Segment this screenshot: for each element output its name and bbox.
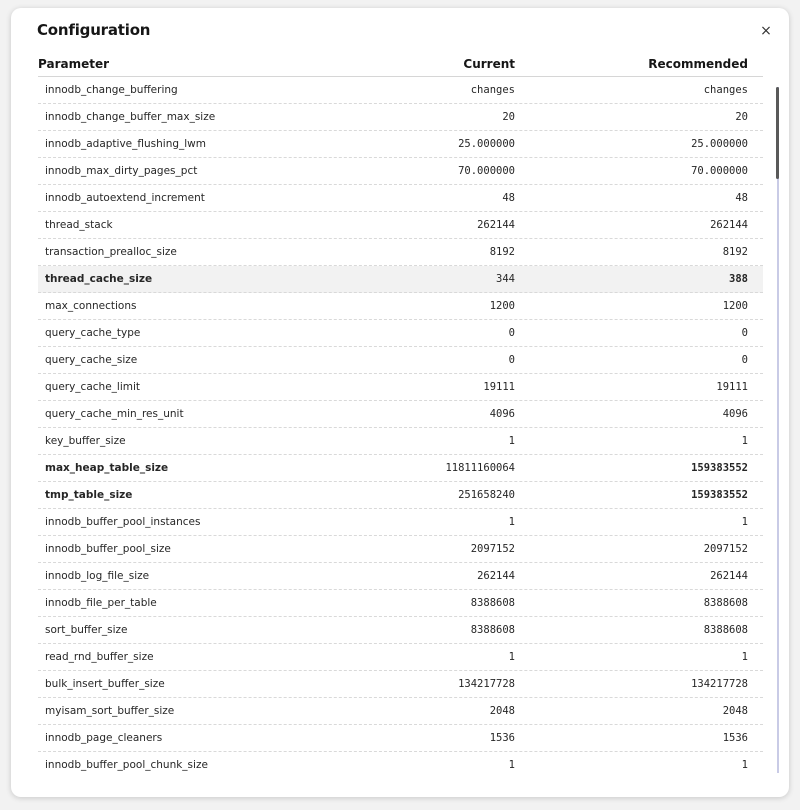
recommended-value: 1200	[722, 300, 748, 312]
table-row[interactable]	[38, 509, 763, 536]
parameter-name: tmp_table_size	[45, 489, 133, 501]
table-row[interactable]	[38, 644, 763, 671]
parameter-name: innodb_change_buffer_max_size	[45, 111, 216, 123]
parameter-name: innodb_page_cleaners	[45, 732, 163, 744]
current-value: 262144	[477, 570, 515, 582]
parameter-name: thread_cache_size	[45, 273, 153, 285]
recommended-value: 1536	[722, 732, 748, 744]
table-row[interactable]	[38, 185, 763, 212]
current-value: 8388608	[470, 624, 515, 636]
current-value: 48	[502, 192, 515, 204]
parameter-name: innodb_log_file_size	[45, 570, 150, 582]
parameter-name: innodb_buffer_pool_size	[45, 543, 171, 555]
parameter-name: query_cache_type	[45, 327, 141, 339]
recommended-value: 2048	[722, 705, 748, 717]
parameter-name: thread_stack	[45, 219, 113, 231]
parameter-name: innodb_buffer_pool_chunk_size	[45, 759, 208, 771]
current-value: 262144	[477, 219, 515, 231]
parameter-name: myisam_sort_buffer_size	[45, 705, 175, 717]
table-body	[38, 77, 763, 775]
table-row[interactable]	[38, 374, 763, 401]
table-row[interactable]	[38, 563, 763, 590]
parameter-name: query_cache_size	[45, 354, 138, 366]
parameter-name: innodb_max_dirty_pages_pct	[45, 165, 198, 177]
recommended-value: 262144	[710, 219, 748, 231]
current-value: 1536	[489, 732, 515, 744]
current-value: 1	[508, 651, 515, 663]
table-row[interactable]	[38, 725, 763, 752]
column-header-current[interactable]: Current	[463, 57, 515, 71]
recommended-value: 25.000000	[691, 138, 748, 150]
table-row[interactable]	[38, 752, 763, 775]
recommended-value: 20	[735, 111, 748, 123]
parameter-name: sort_buffer_size	[45, 624, 128, 636]
recommended-value: 4096	[722, 408, 748, 420]
table-row[interactable]	[38, 266, 763, 293]
table-row[interactable]	[38, 536, 763, 563]
current-value: 1200	[489, 300, 515, 312]
current-value: 0	[508, 327, 515, 339]
parameter-name: query_cache_limit	[45, 381, 141, 393]
current-value: 4096	[489, 408, 515, 420]
table-row[interactable]	[38, 428, 763, 455]
current-value: changes	[470, 84, 515, 96]
recommended-value: 159383552	[691, 462, 748, 474]
scrollbar-thumb[interactable]	[776, 87, 779, 179]
table-row[interactable]	[38, 590, 763, 617]
parameter-name: innodb_adaptive_flushing_lwm	[45, 138, 207, 150]
current-value: 20	[502, 111, 515, 123]
recommended-value: 159383552	[691, 489, 748, 501]
recommended-value: 1	[741, 759, 748, 771]
table-row[interactable]	[38, 293, 763, 320]
current-value: 8388608	[470, 597, 515, 609]
table-row[interactable]	[38, 482, 763, 509]
table-row[interactable]	[38, 455, 763, 482]
current-value: 1	[508, 759, 515, 771]
current-value: 134217728	[458, 678, 515, 690]
parameter-name: bulk_insert_buffer_size	[45, 678, 165, 690]
recommended-value: 1	[741, 435, 748, 447]
scrollbar-track[interactable]	[777, 87, 779, 773]
parameter-name: key_buffer_size	[45, 435, 126, 447]
parameter-name: transaction_prealloc_size	[45, 246, 177, 258]
current-value: 70.000000	[458, 165, 515, 177]
table-row[interactable]	[38, 158, 763, 185]
table-row[interactable]	[38, 212, 763, 239]
current-value: 251658240	[458, 489, 515, 501]
recommended-value: 2097152	[703, 543, 748, 555]
recommended-value: 8388608	[703, 597, 748, 609]
current-value: 11811160064	[445, 462, 515, 474]
recommended-value: 388	[729, 273, 748, 285]
current-value: 8192	[489, 246, 515, 258]
recommended-value: 8388608	[703, 624, 748, 636]
table-row[interactable]	[38, 104, 763, 131]
table-row[interactable]	[38, 671, 763, 698]
current-value: 2097152	[470, 543, 515, 555]
recommended-value: 0	[741, 327, 748, 339]
table-row[interactable]	[38, 77, 763, 104]
recommended-value: 1	[741, 651, 748, 663]
table-row[interactable]	[38, 698, 763, 725]
parameter-name: max_connections	[45, 300, 137, 312]
column-header-recommended[interactable]: Recommended	[648, 57, 748, 71]
table-row[interactable]	[38, 131, 763, 158]
close-icon[interactable]: ×	[760, 23, 772, 39]
table-row[interactable]	[38, 239, 763, 266]
table-header	[38, 51, 763, 77]
current-value: 1	[508, 516, 515, 528]
parameter-name: innodb_buffer_pool_instances	[45, 516, 201, 528]
recommended-value: changes	[703, 84, 748, 96]
parameter-name: query_cache_min_res_unit	[45, 408, 184, 420]
parameter-name: innodb_file_per_table	[45, 597, 157, 609]
current-value: 0	[508, 354, 515, 366]
recommended-value: 262144	[710, 570, 748, 582]
table-row[interactable]	[38, 347, 763, 374]
recommended-value: 134217728	[691, 678, 748, 690]
recommended-value: 48	[735, 192, 748, 204]
column-header-parameter[interactable]: Parameter	[38, 57, 110, 71]
configuration-dialog	[11, 8, 789, 797]
parameter-name: innodb_change_buffering	[45, 84, 178, 96]
current-value: 1	[508, 435, 515, 447]
table-row[interactable]	[38, 617, 763, 644]
current-value: 19111	[483, 381, 515, 393]
current-value: 2048	[489, 705, 515, 717]
table-row[interactable]	[38, 320, 763, 347]
parameter-name: max_heap_table_size	[45, 462, 169, 474]
dialog-title: Configuration	[37, 21, 151, 39]
recommended-value: 8192	[722, 246, 748, 258]
recommended-value: 19111	[716, 381, 748, 393]
recommended-value: 1	[741, 516, 748, 528]
recommended-value: 70.000000	[691, 165, 748, 177]
table-row[interactable]	[38, 401, 763, 428]
recommended-value: 0	[741, 354, 748, 366]
parameter-name: read_rnd_buffer_size	[45, 651, 154, 663]
current-value: 344	[496, 273, 515, 285]
parameter-name: innodb_autoextend_increment	[45, 192, 205, 204]
current-value: 25.000000	[458, 138, 515, 150]
